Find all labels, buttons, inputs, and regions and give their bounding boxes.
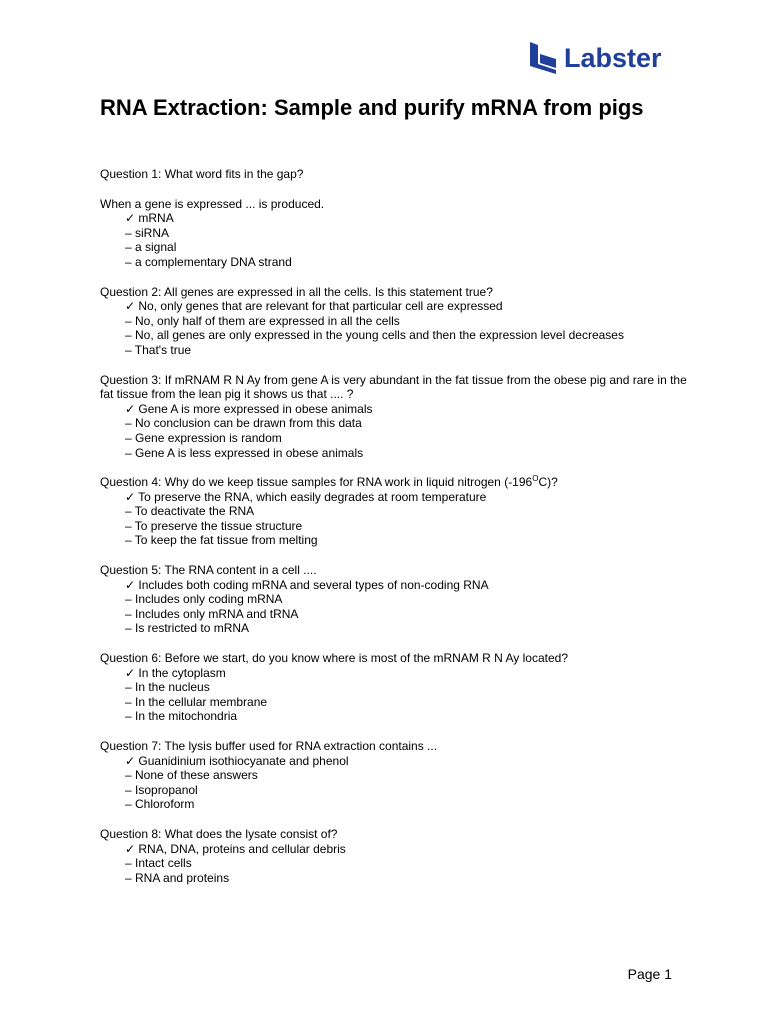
answer-item: ✓ In the cytoplasm (125, 665, 226, 680)
question-7 (100, 739, 700, 812)
answer-item: – No, all genes are only expressed in the young cells and then the expression level decreases (125, 328, 624, 343)
answer-item: – Gene expression is random (125, 430, 282, 445)
question-list (100, 167, 700, 900)
question-text: Question 5: The RNA content in a cell .... (100, 563, 317, 578)
answer-list (100, 666, 700, 724)
answer-item: – Is restricted to mRNA (125, 621, 250, 636)
question-text: Question 8: What does the lysate consist of? (100, 826, 338, 841)
question-8 (100, 827, 700, 885)
answer-item: – Intact cells (125, 856, 192, 871)
answer-list (100, 842, 700, 886)
page-title: RNA Extraction: Sample and purify mRNA from pigs (100, 95, 644, 120)
labster-logo (528, 42, 662, 74)
answer-item: – a signal (125, 240, 177, 255)
answer-item: – In the cellular membrane (125, 694, 268, 709)
answer-item: – To deactivate the RNA (125, 504, 255, 519)
answer-item: – In the nucleus (125, 680, 210, 695)
answer-item: – siRNA (125, 225, 170, 240)
answer-item: ✓ Gene A is more expressed in obese animals (125, 401, 373, 416)
answer-list (100, 402, 700, 460)
question-1 (100, 167, 700, 270)
question-prompt: When a gene is expressed ... is produced. (100, 196, 325, 211)
page-number: Page 1 (627, 966, 672, 982)
question-text-main: Question 4: Why do we keep tissue samples for RNA work in liquid nitrogen (-196 (100, 475, 533, 490)
answer-item: – None of these answers (125, 768, 258, 783)
question-text: Question 6: Before we start, do you know where is most of the mRNAM R N Ay located? (100, 651, 568, 666)
answer-item: – In the mitochondria (125, 709, 238, 724)
answer-list (100, 578, 700, 636)
question-2 (100, 285, 700, 358)
answer-item: – To keep the fat tissue from melting (125, 533, 318, 548)
degree-superscript: O (532, 474, 539, 484)
answer-item: – Gene A is less expressed in obese animals (125, 445, 364, 460)
answer-item: ✓ mRNA (125, 211, 174, 226)
question-3 (100, 373, 700, 461)
answer-item: ✓ Includes both coding mRNA and several types of non-coding RNA (125, 577, 489, 592)
answer-item: ✓ No, only genes that are relevant for that particular cell are expressed (125, 299, 503, 314)
question-6 (100, 651, 700, 724)
answer-item: – Isopropanol (125, 782, 198, 797)
question-text: Question 2: All genes are expressed in all the cells. Is this statement true? (100, 284, 493, 299)
question-text: Question 1: What word fits in the gap? (100, 167, 304, 181)
answer-item: – No, only half of them are expressed in all the cells (125, 313, 400, 328)
answer-item: – a complementary DNA strand (125, 254, 292, 269)
answer-item: ✓ RNA, DNA, proteins and cellular debris (125, 841, 346, 856)
answer-item: – Includes only mRNA and tRNA (125, 606, 299, 621)
question-text: Question 3: If mRNAM R N Ay from gene A is very abundant in the fat tissue from the obese pig and rare in the fat tissue from the lean pig it shows us that .... ? (100, 372, 687, 402)
labster-logo-text: Labster (564, 43, 662, 73)
question-text: Question 7: The lysis buffer used for RNA extraction contains ... (100, 739, 438, 753)
question-text-end: C)? (538, 475, 558, 490)
answer-item: – To preserve the tissue structure (125, 518, 303, 533)
answer-item: – Includes only coding mRNA (125, 592, 283, 607)
question-5 (100, 563, 700, 636)
question-text (100, 475, 700, 490)
answer-item: ✓ To preserve the RNA, which easily degrades at room temperature (125, 489, 487, 504)
answer-list (100, 299, 700, 357)
answer-item: – Chloroform (125, 797, 195, 812)
labster-logo-icon (528, 42, 558, 74)
answer-list (100, 754, 700, 812)
answer-item: ✓ Guanidinium isothiocyanate and phenol (125, 753, 349, 768)
answer-list (100, 211, 700, 269)
question-4 (100, 475, 700, 548)
answer-item: – That's true (125, 342, 192, 357)
answer-item: – No conclusion can be drawn from this data (125, 416, 362, 431)
answer-list (100, 490, 700, 548)
answer-item: – RNA and proteins (125, 870, 230, 885)
